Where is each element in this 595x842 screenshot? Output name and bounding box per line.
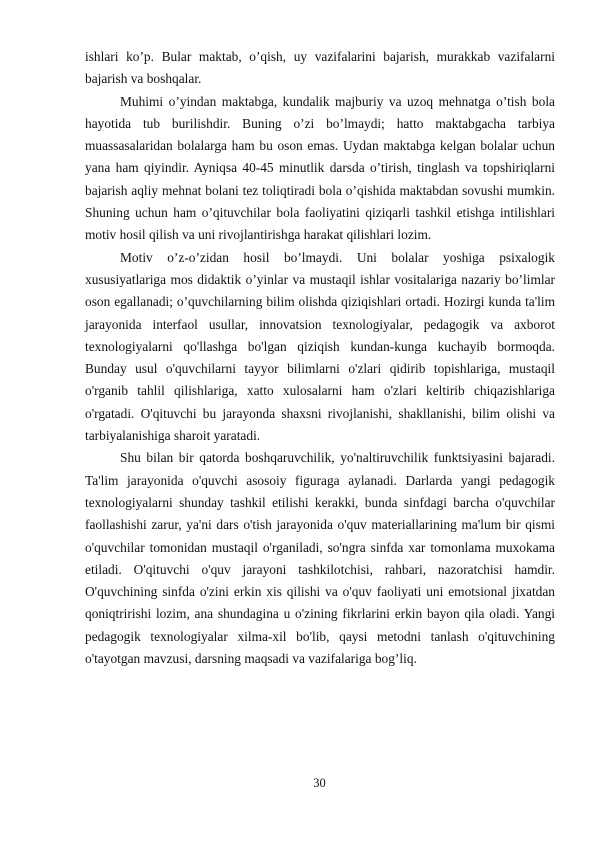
document-body <box>85 46 555 670</box>
paragraph-2: Muhimi o’yindan maktabga, kundalik majburiy va uzoq mehnatga o’tish bola hayotida tub burilishdir. Buning o’zi bo’lmaydi; hatto maktabgacha tarbiya muassasalaridan bolalarga ham bu oson emas. Uydan maktabga kelgan bolalar uchun yana ham qiyindir. Ayniqsa 40-45 minutlik darsda o’tirish, tinglash va topshiriqlarni bajarish aqliy mehnat bolani tez toliqtiradi bola o’qishida maktabdan sovushi mumkin. Shuning uchun ham o’qituvchilar bola faoliyatini qiziqarli tashkil etishga intilishlari motiv hosil qilish va uni rivojlantirishga harakat qilishlari lozim. <box>85 93 555 243</box>
paragraph-4: Shu bilan bir qatorda boshqaruvchilik, yo'naltiruvchilik funktsiyasini bajaradi. Ta'lim jarayonida o'quvchi asosoiy figuraga aylanadi. Darlarda yangi pedagogik texnologiyalarni shunday tashkil etilishi kerakki, bunda sinfdagi barcha o'quvchilar faollashishi zarur, ya'ni dars o'tish jarayonida o'quv materiallarining ma'lum bir qismi o'quvchilar tomonidan mustaqil o'rganiladi, so'ngra sinfda xar tomonlama muxokama etiladi. O'qituvchi o'quv jarayoni tashkilotchisi, rahbari, nazoratchisi hamdir. O'quvchining sinfda o'zini erkin xis qilishi va o'quv faoliyati uni emotsional jixatdan qoniqtririshi lozim, ana shundagina u o'zining fikrlarini erkin bayon qila oladi. Yangi pedagogik texnologiyalar xilma-xil bo'lib, qaysi metodni tanlash o'qituvchining o'tayotgan mavzusi, darsning maqsadi va vazifalariga bog’liq. <box>85 450 555 667</box>
page-number: 30 <box>313 776 326 790</box>
paragraph-1: ishlari ko’p. Bular maktab, o’qish, uy vazifalarini bajarish, murakkab vazifalarni bajarish va boshqalar. <box>85 49 555 87</box>
paragraph-3: Motiv o’z-o’zidan hosil bo’lmaydi. Uni bolalar yoshiga psixalogik xususiyatlariga mos didaktik o’yinlar va mustaqil ishlar vositalariga nazariy bo’limlar oson egallanadi; o’quvchilarning bilim olishda qiziqishlari ortadi. Hozirgi kunda ta'lim jarayonida interfaol usullar, innovatsion texnologiyalar, pedagogik va axborot texnologiyalarni qo'llashga bo'lgan qiziqish kundan-kunga kuchayib bormoqda. Bunday usul o'quvchilarni tayyor bilimlarni o'zlari qidirib topishlariga, mustaqil o'rganib tahlil qilishlariga, xatto xulosalarni ham o'zlari keltirib chiqazishlariga o'rgatadi. O'qituvchi bu jarayonda shaxsni rivojlanishi, shakllanishi, bilim olishi va tarbiyalanishiga sharoit yaratadi. <box>85 249 555 444</box>
page-number-footer <box>0 776 595 791</box>
